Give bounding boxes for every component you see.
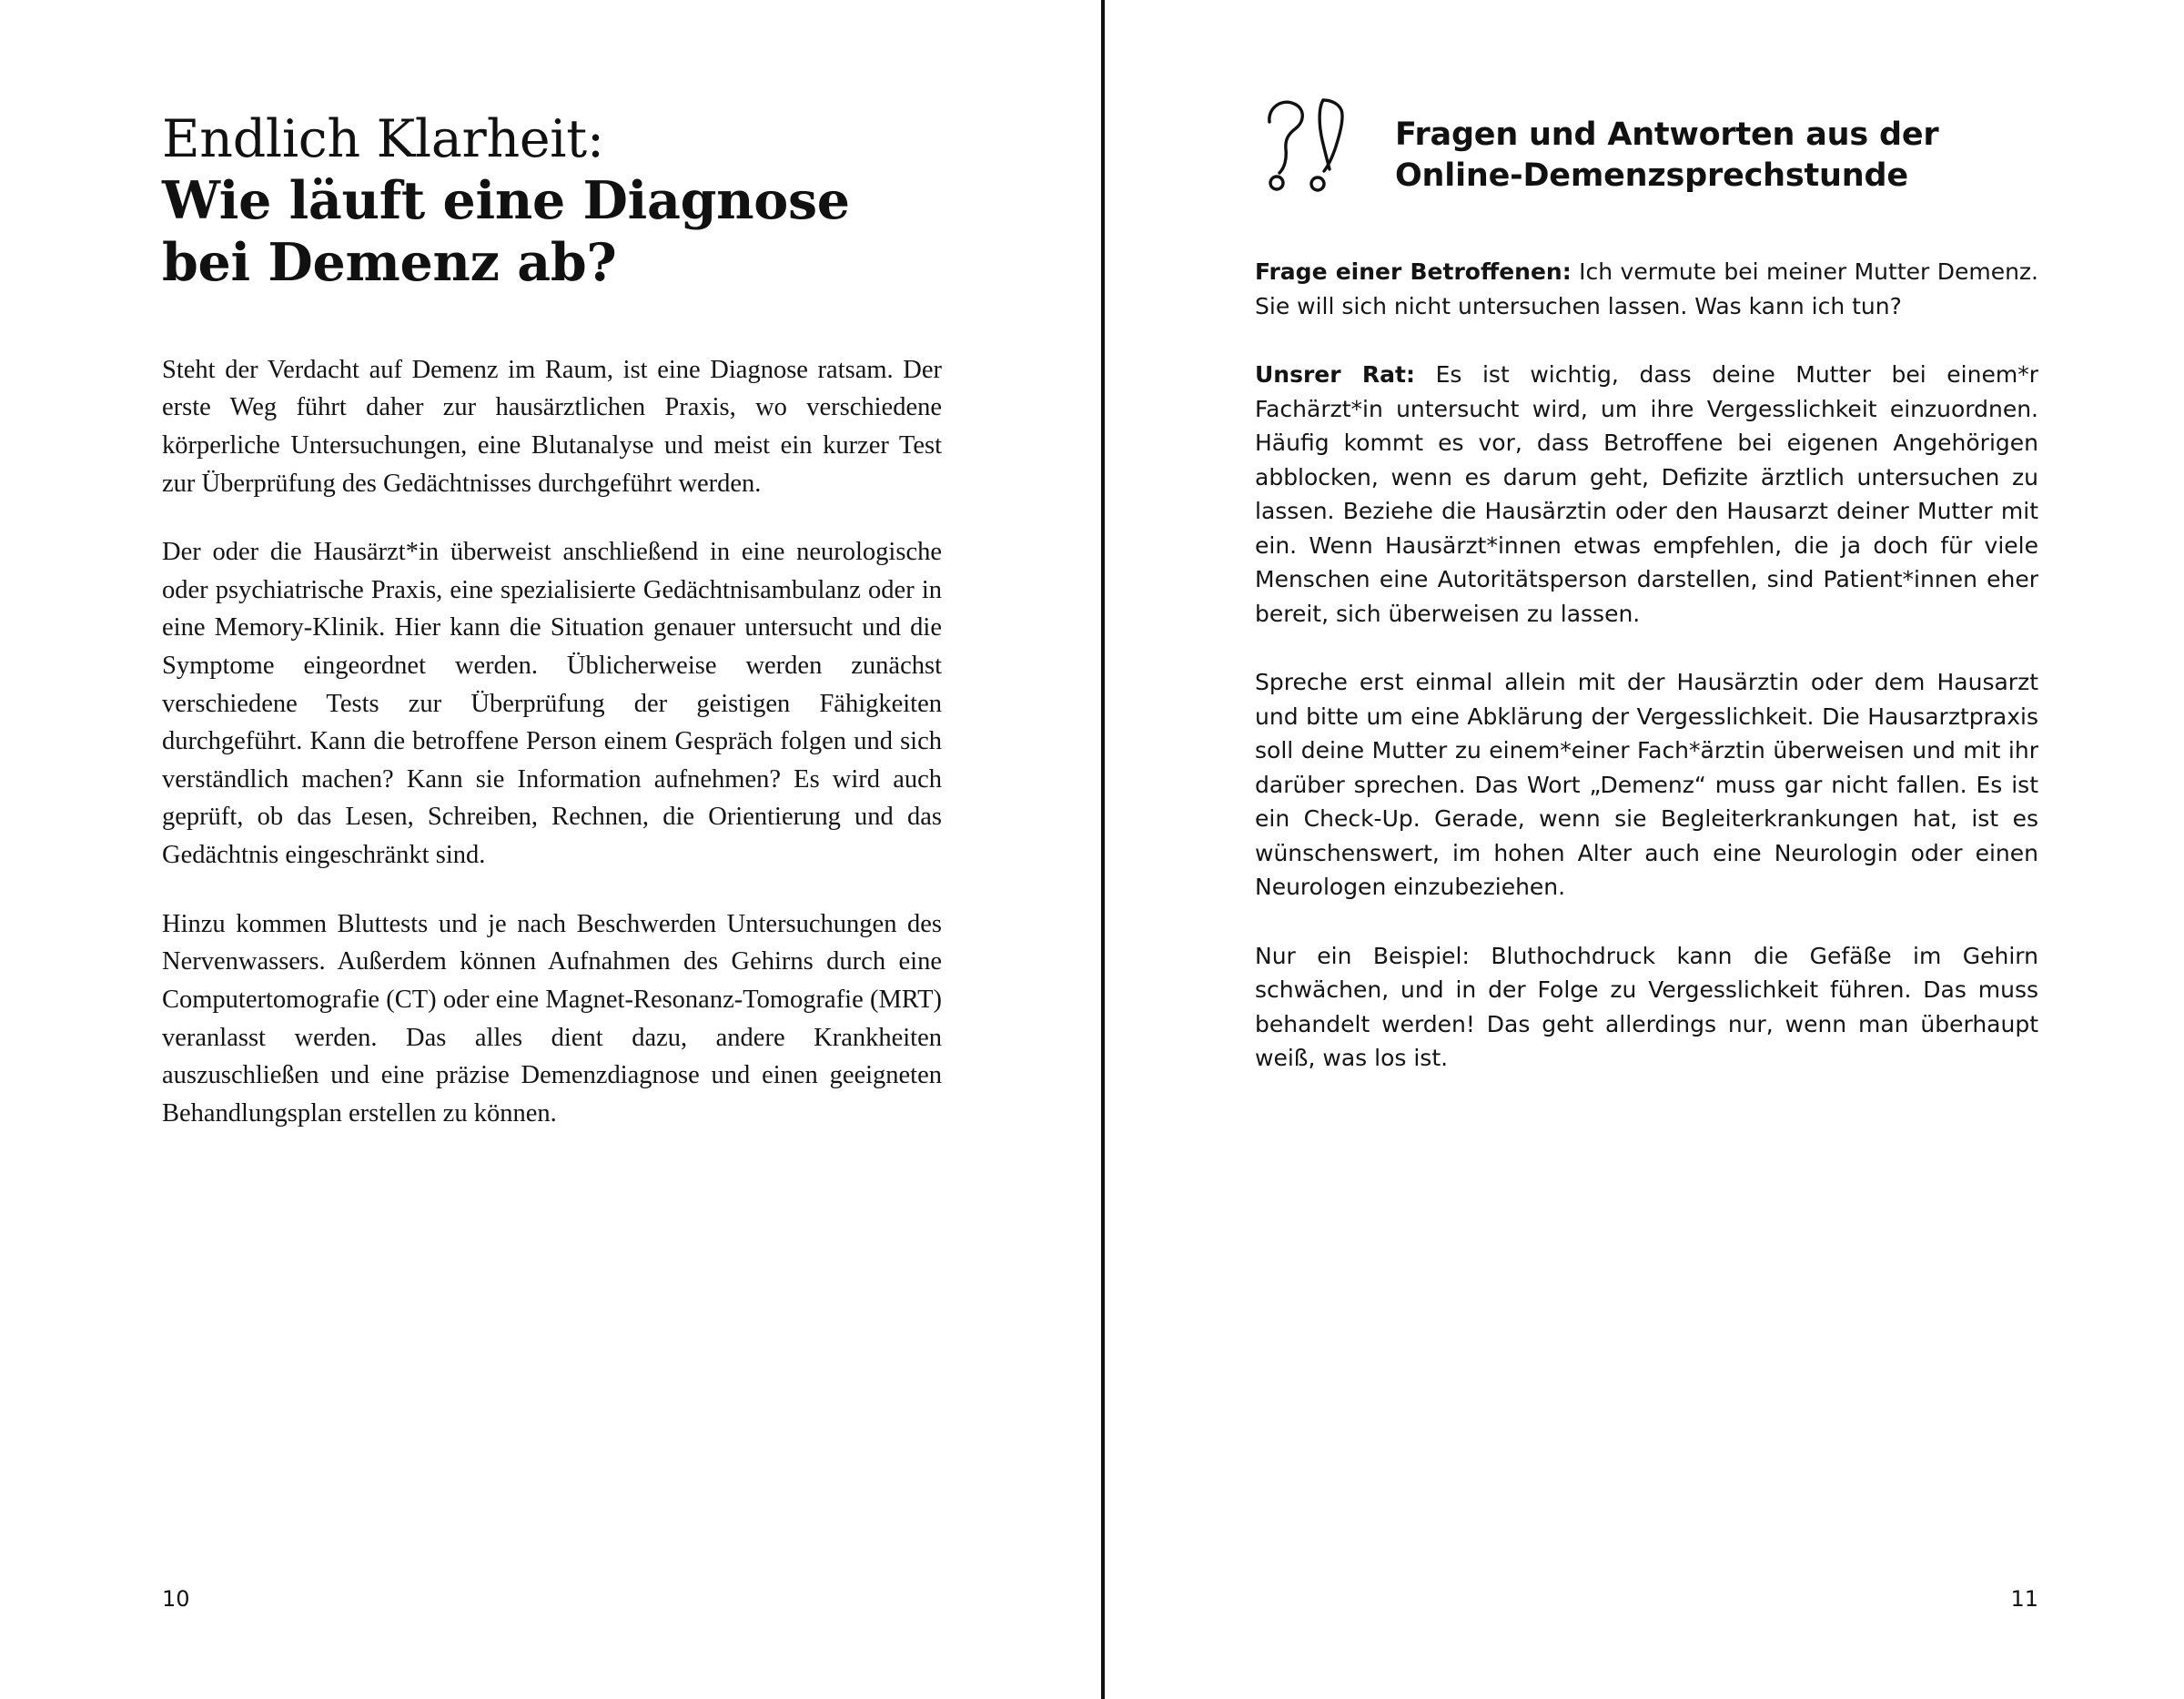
qa-lead-label: Unsrer Rat: <box>1255 361 1415 388</box>
page-number-left: 10 <box>162 1586 190 1612</box>
page-number-right: 11 <box>2010 1586 2038 1612</box>
qa-text: Spreche erst einmal allein mit der Hausärztin oder dem Hausarzt und bitte um eine Abklärung der Vergesslichkeit. Die Hausarztpraxis soll deine Mutter zu einem*einer Fach*ärztin überweisen und mit ihr darüber sprechen. Das Wort „Demenz“ muss gar nicht fallen. Es ist ein Check-Up. Gerade, wenn sie Begleiterkrankungen hat, ist es wünschenswert, im hohen Alter auch eine Neurologin oder einen Neurologen einzubeziehen. <box>1255 669 2038 900</box>
paragraph: Steht der Verdacht auf Demenz im Raum, ist eine Diagnose ratsam. Der erste Weg führt daher zur hausärztlichen Praxis, wo verschiedene körperliche Untersuchungen, eine Blutanalyse und meist ein kurzer Test zur Überprüfung des Gedächtnisses durchgeführt werden. <box>162 355 942 498</box>
qa-block <box>1255 939 2038 1076</box>
question-exclamation-icon <box>1255 89 1364 198</box>
page-title-line-1: Endlich Klarheit: <box>162 109 604 169</box>
qa-section-header <box>1255 109 2038 198</box>
page-title-line-2: Wie läuft eine Diagnose <box>162 170 850 232</box>
qa-block <box>1255 665 2038 905</box>
left-body-text <box>162 351 942 1133</box>
qa-block <box>1255 255 2038 323</box>
paragraph: Hinzu kommen Bluttests und je nach Beschwerden Untersuchungen des Nervenwassers. Außerdem können Aufnahmen des Gehirns durch eine Computertomografie (CT) oder eine Magnet-Resonanz-Tomografie (MRT) veranlasst werden. Das alles dient dazu, andere Krankheiten auszuschließen und eine präzise Demenzdiagnose und einen geeigneten Behandlungsplan erstellen zu können. <box>162 909 942 1128</box>
right-body-text <box>1255 255 2038 1076</box>
page-title <box>162 109 942 293</box>
qa-text: Es ist wichtig, dass deine Mutter bei einem*r Fachärzt*in untersucht wird, um ihre Vergesslichkeit einzuordnen. Häufig kommt es vor, dass Betroffene bei eigenen Angehörigen abblocken, wenn es darum geht, Defizite ärztlich untersuchen zu lassen. Beziehe die Hausärztin oder den Hausarzt deiner Mutter mit ein. Wenn Hausärzt*innen etwas empfehlen, die ja doch für viele Menschen eine Autoritätsperson darstellen, sind Patient*innen eher bereit, sich überweisen zu lassen. <box>1255 361 2038 627</box>
qa-block <box>1255 358 2038 631</box>
paragraph: Der oder die Hausärzt*in überweist anschließend in eine neurologische oder psychiatrische Praxis, eine spezialisierte Gedächtnisambulanz oder in eine Memory-Klinik. Hier kann die Situation genauer untersucht und die Symptome eingeordnet werden. Üblicherweise werden zunächst verschiedene Tests zur Überprüfung der geistigen Fähigkeiten durchgeführt. Kann die betroffene Person einem Gespräch folgen und sich verständlich machen? Kann sie Information aufnehmen? Es wird auch geprüft, ob das Lesen, Schreiben, Rechnen, die Orientierung und das Gedächtnis eingeschränkt sind. <box>162 538 942 870</box>
page-title-line-3: bei Demenz ab? <box>162 231 617 293</box>
qa-section-title: Fragen und Antworten aus der Online-Demenzsprechstunde <box>1395 116 1939 194</box>
right-page <box>1105 0 2184 1699</box>
qa-text: Ich vermute bei meiner Mutter Demenz. Sie will sich nicht untersuchen lassen. Was kann ich tun? <box>1255 258 2038 319</box>
qa-text: Nur ein Beispiel: Bluthochdruck kann die Gefäße im Gehirn schwächen, und in der Folge zu Vergesslichkeit führen. Das muss behandelt werden! Das geht allerdings nur, wenn man überhaupt weiß, was los ist. <box>1255 942 2038 1071</box>
qa-lead-label: Frage einer Betroffenen: <box>1255 258 1572 285</box>
